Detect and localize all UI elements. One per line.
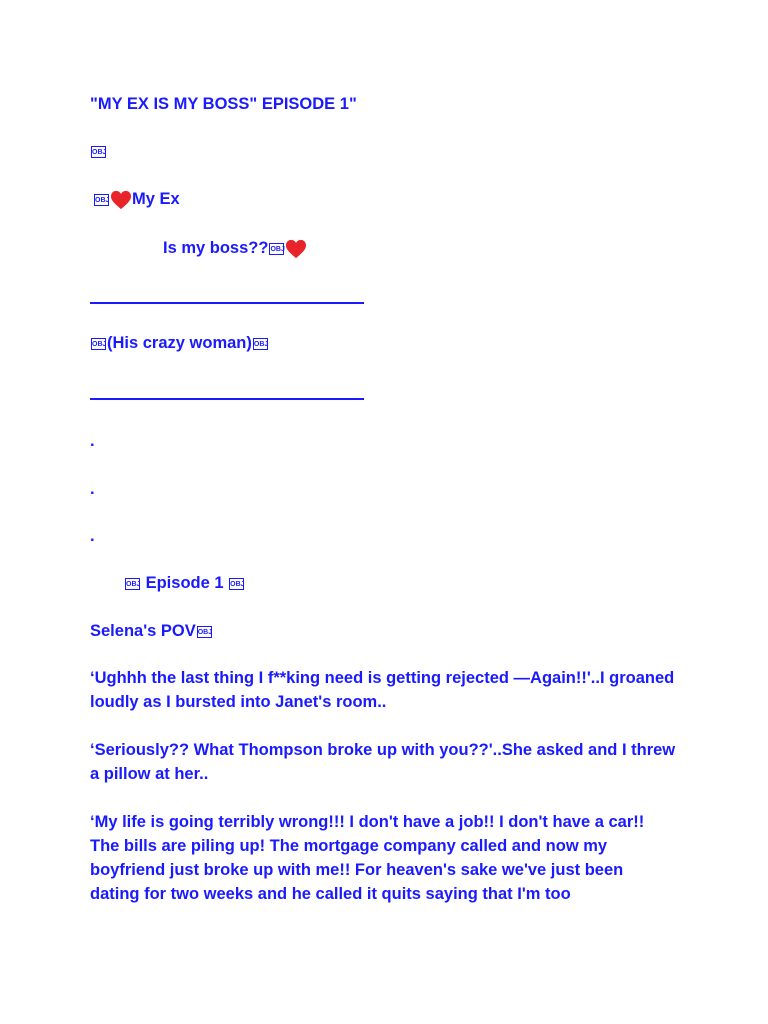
heart-icon [110,190,132,210]
is-my-boss-line [163,236,307,260]
paragraph: ‘Seriously?? What Thompson broke up with you??'..She asked and I threw a pillow at her.. [90,741,676,783]
pov-line [90,619,213,643]
obj-placeholder-icon: OBJ [91,146,106,158]
paragraph: ‘My life is going terribly wrong!!! I don't have a job!! I don't have a car!! The bills are piling up! The mortgage company called and now my boyfriend just broke up with me!! For heaven's sake we've just been dating for two weeks and he called it quits saying that I'm too [90,813,645,903]
pov-heading: Selena's POV [90,622,196,640]
horizontal-rule [90,302,364,304]
obj-placeholder-icon: OBJ [197,626,212,638]
obj-placeholder-icon: OBJ [253,338,268,350]
heart-icon [285,239,307,259]
document-title: "MY EX IS MY BOSS" EPISODE 1" [90,95,357,113]
horizontal-rule [90,398,364,400]
my-ex-text: My Ex [132,190,180,208]
obj-placeholder-line [90,139,107,163]
is-my-boss-text: Is my boss?? [163,239,269,257]
my-ex-line [93,187,180,211]
dot-separator: . [90,432,95,450]
episode-heading-line [124,571,245,595]
dot-separator: . [90,480,95,498]
obj-placeholder-icon: OBJ [91,338,106,350]
his-crazy-woman-line [90,331,269,355]
his-crazy-woman-text: (His crazy woman) [107,334,252,352]
paragraph: ‘Ughhh the last thing I f**king need is getting rejected —Again!!'..I groaned loudly as I bursted into Janet's room.. [90,669,675,711]
episode-heading: Episode 1 [145,574,224,592]
obj-placeholder-icon: OBJ [94,194,109,206]
dot-separator: . [90,527,95,545]
obj-placeholder-icon: OBJ [229,578,244,590]
obj-placeholder-icon: OBJ [269,243,284,255]
obj-placeholder-icon: OBJ [125,578,140,590]
